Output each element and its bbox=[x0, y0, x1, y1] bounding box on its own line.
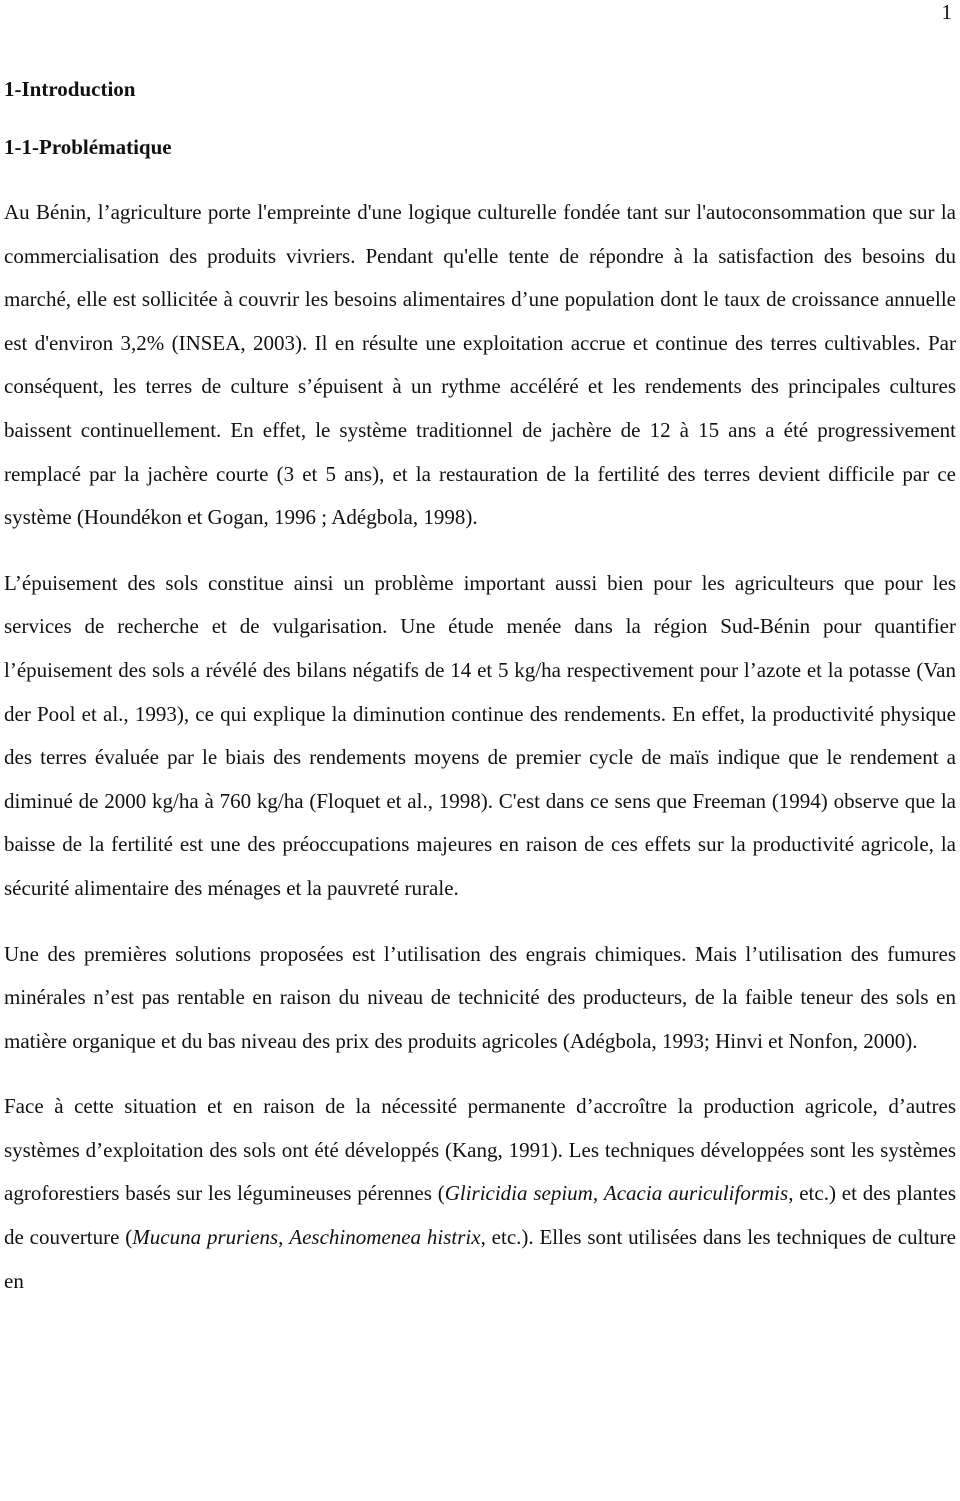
species-name-acacia: Acacia auriculiformis bbox=[603, 1181, 789, 1206]
paragraph-4-text-4: , bbox=[278, 1225, 290, 1250]
paragraph-1: Au Bénin, l’agriculture porte l'empreinte d'une logique culturelle fondée tant sur l'autoconsommation que sur la commercialisation des produits vivriers. Pendant qu'elle tente de répondre à la satisfaction des besoins du marché, elle est sollicitée à couvrir les besoins alimentaires d’une population dont le taux de croissance annuelle est d'environ 3,2% (INSEA, 2003). Il en résulte une exploitation accrue et continue des terres cultivables. Par conséquent, les terres de culture s’épuisent à un rythme accéléré et les rendements des principales cultures baissent continuellement. En effet, le système traditionnel de jachère de 12 à 15 ans a été progressivement remplacé par la jachère courte (3 et 5 ans), et la restauration de la fertilité des terres devient difficile par ce système (Houndékon et Gogan, 1996 ; Adégbola, 1998). bbox=[4, 200, 956, 530]
paragraph-4-text-2: , bbox=[592, 1181, 604, 1206]
paragraph-3: Une des premières solutions proposées est l’utilisation des engrais chimiques. Mais l’utilisation des fumures minérales n’est pas rentable en raison du niveau de technicité des producteurs, de la faible teneur des sols en matière organique et du bas niveau des prix des produits agricoles (Adégbola, 1993; Hinvi et Nonfon, 2000). bbox=[4, 941, 956, 1053]
species-name-aeschinomenea: Aeschinomenea histrix bbox=[289, 1225, 481, 1250]
paragraph-4-text-3: , etc.) et des plantes de couverture ( bbox=[4, 1181, 957, 1250]
document-body bbox=[4, 72, 956, 1303]
section-heading: 1-Introduction bbox=[4, 77, 136, 101]
paragraph-4 bbox=[4, 1085, 956, 1303]
paragraph-4-text-5: , etc.). Elles sont utilisées dans les techniques de culture en bbox=[4, 1225, 956, 1293]
species-name-mucuna: Mucuna pruriens bbox=[132, 1225, 279, 1250]
species-name-gliricidia: Gliricidia sepium bbox=[444, 1181, 593, 1206]
page-number: 1 bbox=[941, 0, 952, 24]
subsection-heading: 1-1-Problématique bbox=[4, 135, 172, 159]
paragraph-4-text-1: Face à cette situation et en raison de la nécessité permanente d’accroître la production agricole, d’autres systèmes d’exploitation des sols ont été développés (Kang, 1991). Les techniques développées sont les systèmes agroforestiers basés sur les légumineuses pérennes ( bbox=[4, 1094, 956, 1206]
paragraph-2: L’épuisement des sols constitue ainsi un problème important aussi bien pour les agriculteurs que pour les services de recherche et de vulgarisation. Une étude menée dans la région Sud-Bénin pour quantifier l’épuisement des sols a révélé des bilans négatifs de 14 et 5 kg/ha respectivement pour l’azote et la potasse (Van der Pool et al., 1993), ce qui explique la diminution continue des rendements. En effet, la productivité physique des terres évaluée par le biais des rendements moyens de premier cycle de maïs indique que le rendement a diminué de 2000 kg/ha à 760 kg/ha (Floquet et al., 1998). C'est dans ce sens que Freeman (1994) observe que la baisse de la fertilité est une des préoccupations majeures en raison de ces effets sur la productivité agricole, la sécurité alimentaire des ménages et la pauvreté rurale. bbox=[4, 570, 956, 900]
